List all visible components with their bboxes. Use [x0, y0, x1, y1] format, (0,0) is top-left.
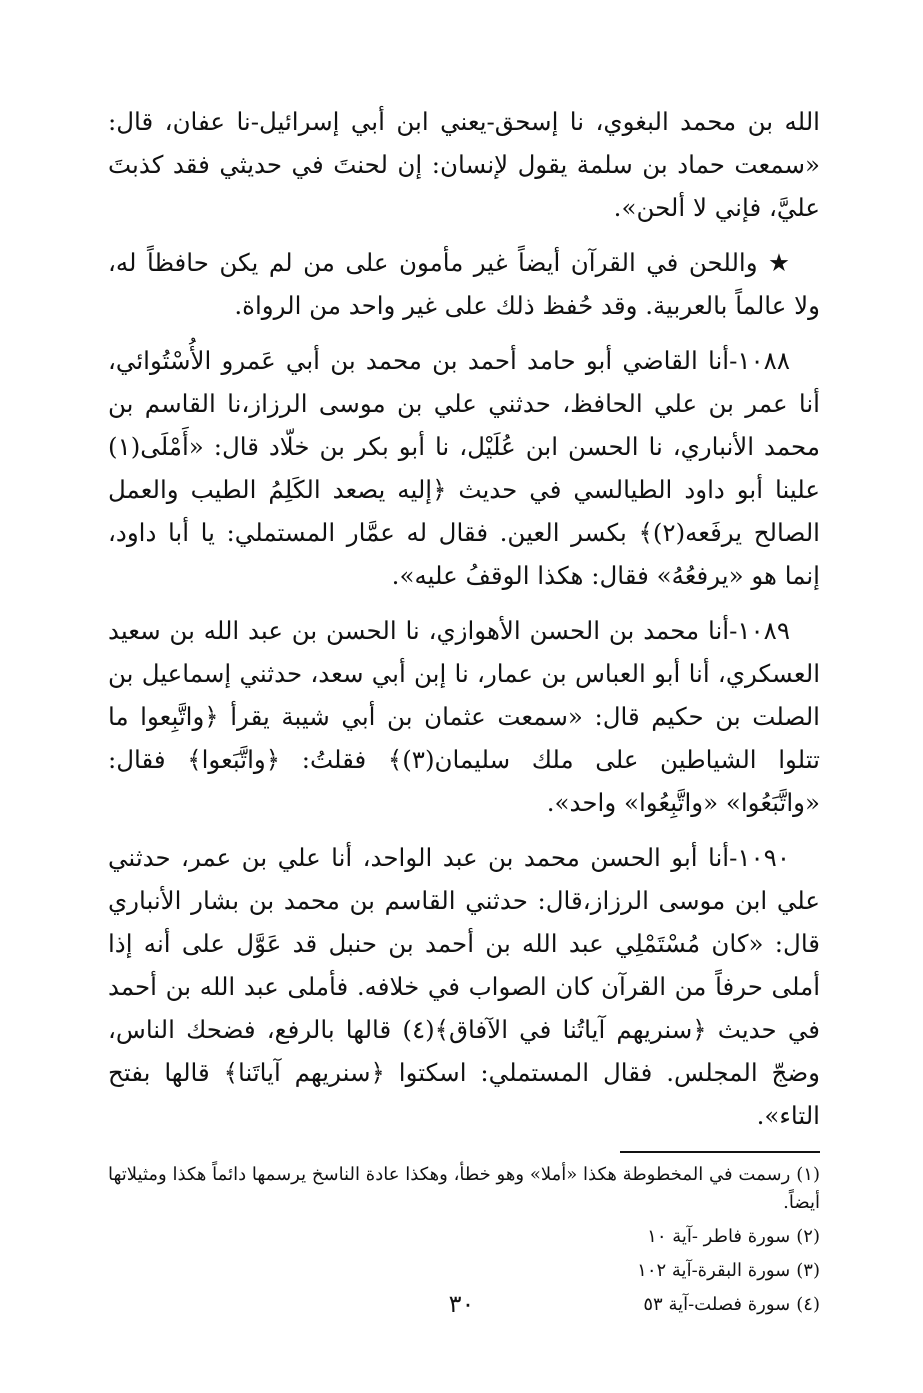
footnote-text: سورة فاطر -آية ١٠ [647, 1226, 791, 1247]
footnote-3 [108, 1257, 820, 1285]
footnote-number: (٢) [796, 1226, 820, 1247]
footnote-number: (٤) [796, 1294, 820, 1315]
page-body [108, 100, 820, 1325]
paragraph-1089: ١٠٨٩-أنا محمد بن الحسن الأهوازي، نا الحسن بن عبد الله بن سعيد العسكري، أنا أبو العباس بن عمار، نا إبن أبي سعد، حدثني إسماعيل بن الصلت بن حكيم قال: «سمعت عثمان بن أبي شيبة يقرأ ﴿واتَّبِعوا ما تتلوا الشياطين على ملك سليمان(٣)﴾ فقلتُ: ﴿واتَّبَعوا﴾ فقال: «واتَّبَعُوا» «واتَّبِعُوا» واحد». [108, 616, 820, 817]
paragraph-1090: ١٠٩٠-أنا أبو الحسن محمد بن عبد الواحد، أنا علي بن عمر، حدثني علي ابن موسى الرزاز،قال: حدثني القاسم بن محمد بن بشار الأنباري قال: «كان مُسْتَمْلِي عبد الله بن أحمد بن حنبل قد عَوَّل على أنه إذا أملى حرفاً من القرآن كان الصواب في خلافه. فأملى عبد الله بن أحمد في حديث ﴿سنريهم آياتُنا في الآفاق﴾(٤) قالها بالرفع، فضحك الناس، وضجّ المجلس. فقال المستملي: اسكتوا ﴿سنريهم آياتَنا﴾ قالها بفتح التاء». [108, 843, 820, 1130]
footnote-number: (٣) [796, 1260, 820, 1281]
footnote-2 [108, 1223, 820, 1251]
footnote-text: سورة البقرة-آية ١٠٢ [637, 1260, 791, 1281]
footnote-divider [620, 1151, 820, 1153]
footnote-1 [108, 1161, 820, 1217]
paragraph-continuation: الله بن محمد البغوي، نا إسحق-يعني ابن أبي إسرائيل-نا عفان، قال: «سمعت حماد بن سلمة يقول لإنسان: إن لحنتَ في حديثي فقد كذبتَ عليَّ، فإني لا ألحن». [108, 107, 820, 222]
footnote-number: (١) [796, 1164, 820, 1185]
page-number: ٣٠ [448, 1290, 475, 1318]
footnote-text: سورة فصلت-آية ٥٣ [643, 1294, 791, 1315]
footnote-text: رسمت في المخطوطة هكذا «أملا» وهو خطأ، وهكذا عادة الناسخ يرسمها دائماً هكذا ومثيلاتها أيضاً. [108, 1164, 820, 1213]
paragraph-note: ★ واللحن في القرآن أيضاً غير مأمون على من لم يكن حافظاً له، ولا عالماً بالعربية. وقد حُفظ ذلك على غير واحد من الرواة. [108, 248, 820, 320]
paragraph-1088: ١٠٨٨-أنا القاضي أبو حامد أحمد بن محمد بن أبي عَمرو الأُسْتُوائي، أنا عمر بن علي الحافظ، حدثني علي بن موسى الرزاز،نا القاسم بن محمد الأنباري، نا الحسن ابن عُلَيْل، نا أبو بكر بن خلّاد قال: «أَمْلَى(١) علينا أبو داود الطيالسي في حديث ﴿إليه يصعد الكَلِمُ الطيب والعمل الصالح يرفَعه(٢)﴾ بكسر العين. فقال له عمَّار المستملي: يا أبا داود، إنما هو «يرفعُهُ» فقال: هكذا الوقفُ عليه». [108, 346, 820, 590]
